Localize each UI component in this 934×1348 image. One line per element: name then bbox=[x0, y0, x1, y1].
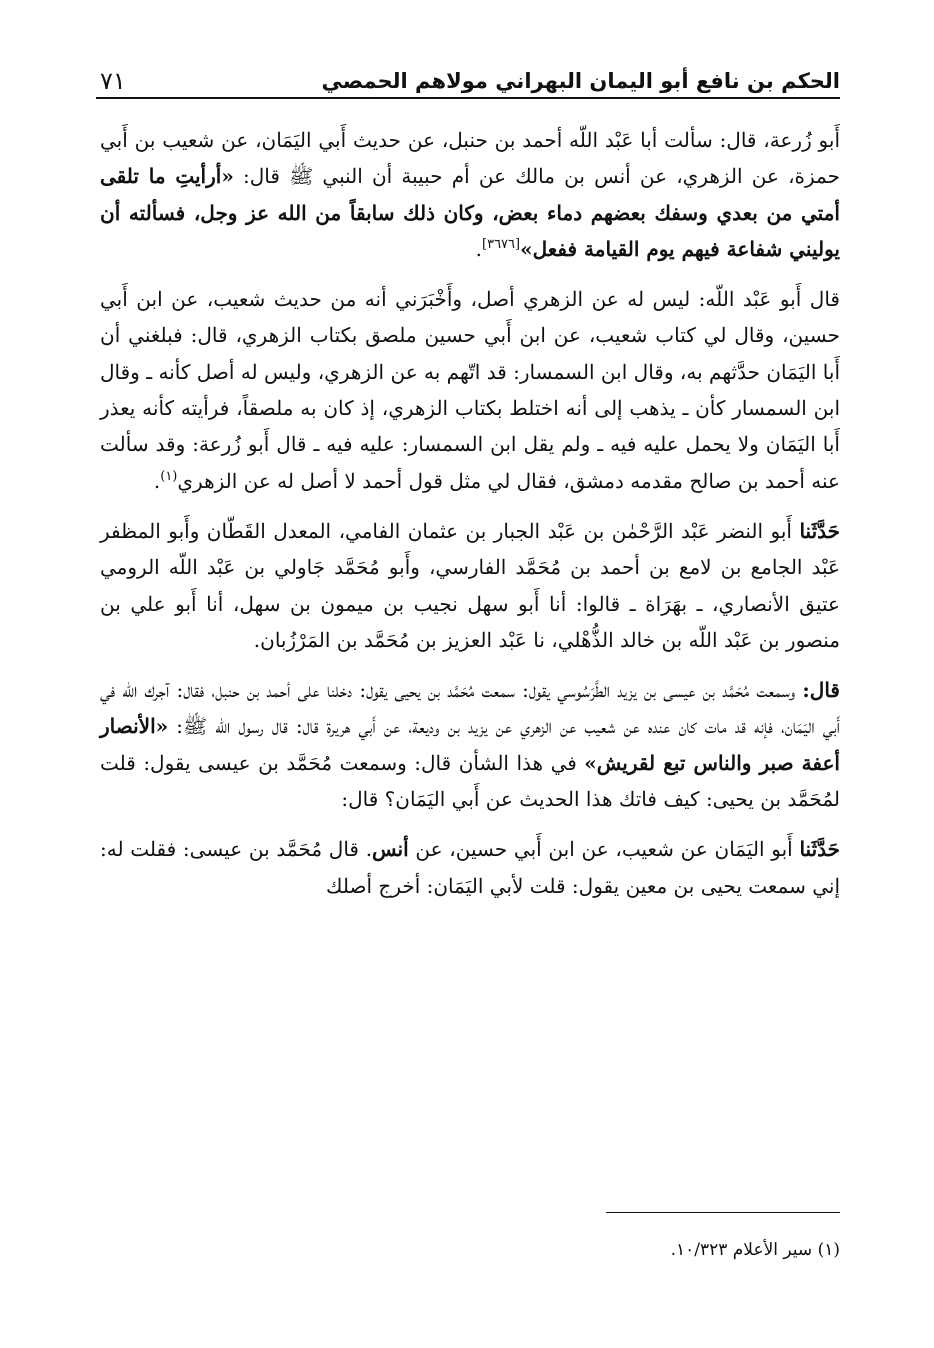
footnote-marker: (١) bbox=[160, 468, 178, 484]
paragraph-end: . bbox=[475, 236, 483, 261]
paragraph-4 bbox=[100, 672, 840, 817]
paragraph-text: أَبو اليَمَان عن شعيب، عن ابن أَبي حسين، عن bbox=[408, 837, 800, 862]
page-number: ٧١ bbox=[100, 67, 126, 95]
paragraph-text: قال أَبو عَبْد اللّه: ليس له عن الزهري أصل، وأَخْبَرَني أنه من حديث شعيب، عن ابن أَبي حسين، وقال لي كتاب شعيب، عن ابن أَبي حسين ملصق بكتاب الزهري، قال: فبلغني أن أَبا اليَمَان حدَّثهم به، وقال ابن السمسار: قد اتّهم به عن الزهري، وليس له أصل كأنه ـ وقال ابن السمسار كأن ـ يذهب إلى أنه اختلط بكتاب الزهري، إذ كان به ملصقاً، فرأيته كأنه يعذر أَبا اليَمَان ولا يحمل عليه فيه ـ ولم يقل ابن السمسار: عليه فيه ـ قال أَبو زُرعة: وقد سألت عنه أحمد بن صالح مقدمه دمشق، فقال لي مثل قول أحمد لا أصل له عن الزهري bbox=[100, 287, 841, 493]
paragraph-text-continued: . قال مُحَمَّد بن عيسى: فقلت له: إني سمعت يحيى بن معين يقول: قلت لأبي اليَمَان: أخرج أصلك bbox=[100, 837, 840, 898]
hadith-quote: «أرأيتِ ما تلقى أمتي من بعدي وسفك بعضهم دماء بعض، وكان ذلك سابقاً من الله عز وجل، فسألته أن يوليني شفاعة فيهم يوم القيامة ففعل» bbox=[100, 164, 840, 261]
paragraph-text: أَبو النضر عَبْد الرَّحْمٰن بن عَبْد الجبار بن عثمان الفامي، المعدل القَطّان وأَبو المظفر عَبْد الجامع بن لامع بن أحمد بن مُحَمَّد الفارسي، وأَبو مُحَمَّد جَاولي بن عَبْد اللّه الرومي عتيق الأنصاري، ـ بهَرَاة ـ قالوا: أنا أَبو سهل نجيب بن ميمون بن سهل، أنا أَبو علي بن منصور بن عَبْد اللّه بن خالد الذُّهْلي، نا عَبْد العزيز بن مُحَمَّد بن المَرْزُبان. bbox=[100, 518, 840, 652]
paragraph-end: . bbox=[153, 468, 161, 493]
main-text bbox=[100, 122, 840, 918]
running-title: الحكم بن نافع أبو اليمان البهراني مولاهم الحمصي bbox=[321, 69, 840, 93]
paragraph-3 bbox=[100, 513, 840, 658]
paragraph-lead: حَدَّثَنا bbox=[799, 518, 840, 543]
footnote: (١) سير الأعلام ١٠/٣٢٣. bbox=[670, 1240, 840, 1260]
paragraph-lead: حَدَّثَنا bbox=[799, 837, 840, 862]
page-header bbox=[96, 52, 840, 96]
paragraph-lead: قال: bbox=[802, 678, 840, 703]
narrator-name: أنس bbox=[372, 837, 409, 862]
paragraph-2 bbox=[100, 281, 840, 499]
paragraph-text: وسمعت مُحَمَّد بن عيسى بن يزيد الطَّرَسُوسي يقول: سمعت مُحَمَّد بن يحيى يقول: دخلنا على أحمد بن حنبل، فقال: آجرك الله في أَبي اليَمَان، فإنه قد مات كان عنده عن شعيب عن الزهري عن يزيد بن وديعة، عن أَبي هريرة قال: قال رسول الله ﷺ: bbox=[100, 678, 840, 739]
header-rule bbox=[96, 97, 840, 99]
paragraph-text: أَبو زُرعة، قال: سألت أبا عَبْد اللّه أحمد بن حنبل، عن حديث أَبي اليَمَان، عن شعيب بن أَبي حمزة، عن الزهري، عن أنس بن مالك عن أم حبيبة أن النبي ﷺ قال: bbox=[100, 128, 840, 189]
paragraph-text-continued: في هذا الشأن قال: وسمعت مُحَمَّد بن عيسى يقول: قلت لمُحَمَّد بن يحيى: كيف فاتك هذا الحديث عن أَبي اليَمَان؟ قال: bbox=[100, 750, 840, 812]
paragraph-1 bbox=[100, 122, 840, 267]
reference-number: [٣٦٧٦] bbox=[482, 236, 521, 252]
footnote-rule bbox=[606, 1212, 840, 1213]
paragraph-5 bbox=[100, 831, 840, 904]
hadith-quote: «الأنصار أعفة صبر والناس تبع لقريش» bbox=[100, 714, 840, 775]
